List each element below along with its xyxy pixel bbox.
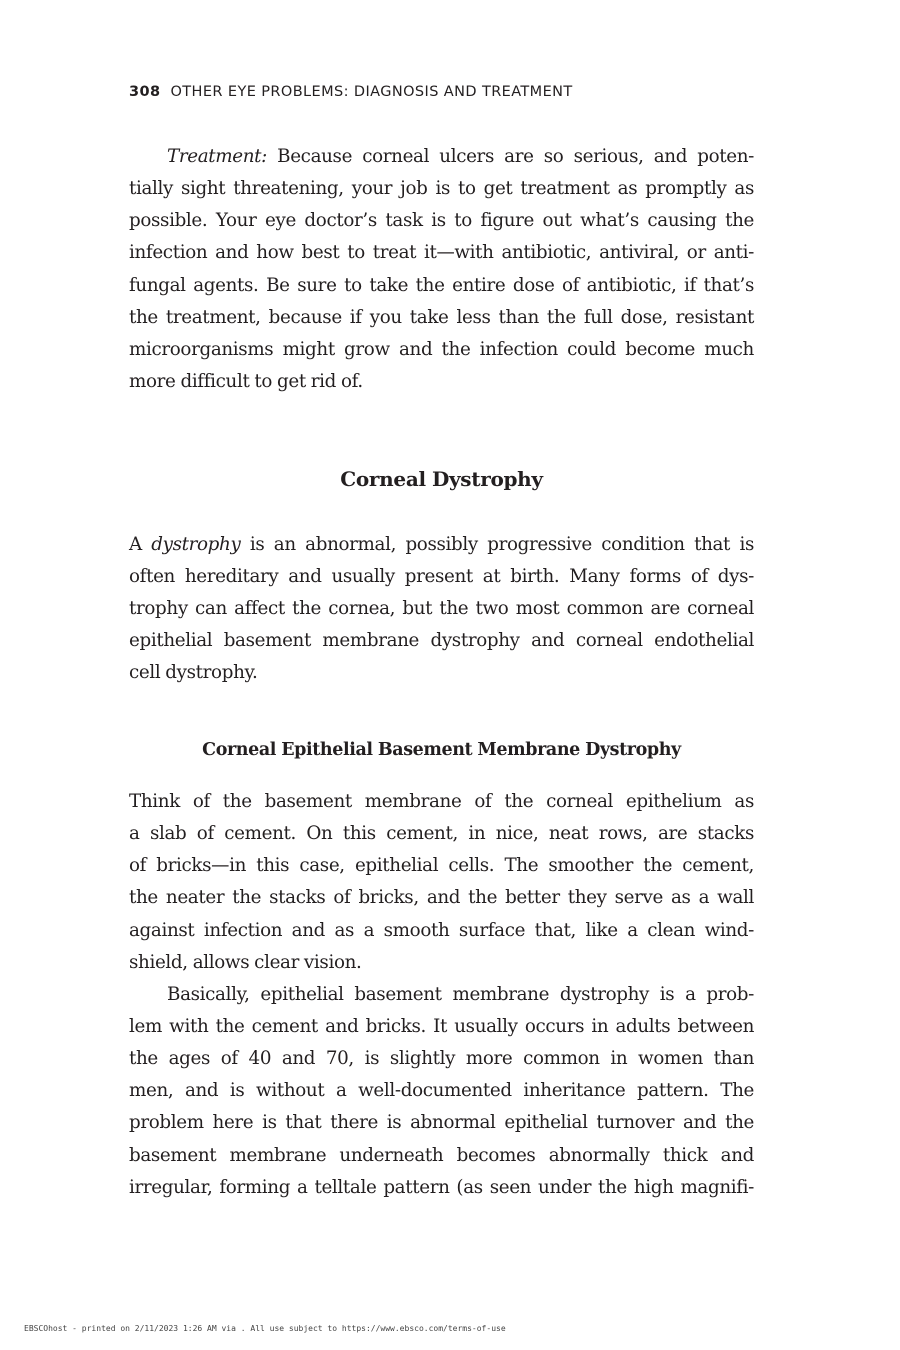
paragraph-line: often hereditary and usually present at birth. Many forms of dys- xyxy=(129,566,754,587)
paragraph-line: men, and is without a well-documented inheritance pattern. The xyxy=(129,1080,754,1101)
paragraph-line: a slab of cement. On this cement, in nice, neat rows, are stacks xyxy=(129,823,754,844)
treatment-label: Treatment: xyxy=(167,146,267,167)
paragraph-line: Treatment: Because corneal ulcers are so serious, and poten- xyxy=(167,146,754,167)
paragraph-line: lem with the cement and bricks. It usually occurs in adults between xyxy=(129,1016,754,1037)
paragraph-line: microorganisms might grow and the infection could become much xyxy=(129,339,754,360)
paragraph-line: more difficult to get rid of. xyxy=(129,371,363,392)
paragraph-line: of bricks—in this case, epithelial cells. The smoother the cement, xyxy=(129,855,754,876)
paragraph-line: problem here is that there is abnormal epithelial turnover and the xyxy=(129,1112,754,1133)
subsection-heading-ebmd: Corneal Epithelial Basement Membrane Dystrophy xyxy=(202,740,681,760)
paragraph-line: epithelial basement membrane dystrophy and corneal endothelial xyxy=(129,630,754,651)
paragraph-line: cell dystrophy. xyxy=(129,662,258,683)
paragraph-line: tially sight threatening, your job is to get treatment as promptly as xyxy=(129,178,754,199)
paragraph-line: fungal agents. Be sure to take the entire dose of antibiotic, if that’s xyxy=(129,275,754,296)
paragraph-line: trophy can affect the cornea, but the two most common are corneal xyxy=(129,598,754,619)
paragraph-line: the treatment, because if you take less than the full dose, resistant xyxy=(129,307,754,328)
paragraph-line: shield, allows clear vision. xyxy=(129,952,362,973)
page-number: 308 xyxy=(129,84,161,100)
print-footer: EBSCOhost - printed on 2/11/2023 1:26 AM via . All use subject to https://www.ebsco.com/terms-of-use xyxy=(24,1324,506,1333)
paragraph-line: A dystrophy is an abnormal, possibly progressive condition that is xyxy=(129,534,754,555)
running-header xyxy=(129,84,573,100)
paragraph-line: infection and how best to treat it—with antibiotic, antiviral, or anti- xyxy=(129,242,754,263)
dystrophy-term: dystrophy xyxy=(151,534,241,555)
paragraph-line: the neater the stacks of bricks, and the better they serve as a wall xyxy=(129,887,754,908)
paragraph-line: possible. Your eye doctor’s task is to figure out what’s causing the xyxy=(129,210,754,231)
paragraph-line: the ages of 40 and 70, is slightly more common in women than xyxy=(129,1048,754,1069)
paragraph-line: Basically, epithelial basement membrane dystrophy is a prob- xyxy=(167,984,754,1005)
running-title: OTHER EYE PROBLEMS: DIAGNOSIS AND TREATMENT xyxy=(170,84,573,100)
paragraph-line: against infection and as a smooth surface that, like a clean wind- xyxy=(129,920,754,941)
paragraph-line: basement membrane underneath becomes abnormally thick and xyxy=(129,1145,754,1166)
paragraph-line: irregular, forming a telltale pattern (as seen under the high magnifi- xyxy=(129,1177,754,1198)
section-heading-corneal-dystrophy: Corneal Dystrophy xyxy=(340,467,543,491)
paragraph-line: Think of the basement membrane of the corneal epithelium as xyxy=(129,791,754,812)
